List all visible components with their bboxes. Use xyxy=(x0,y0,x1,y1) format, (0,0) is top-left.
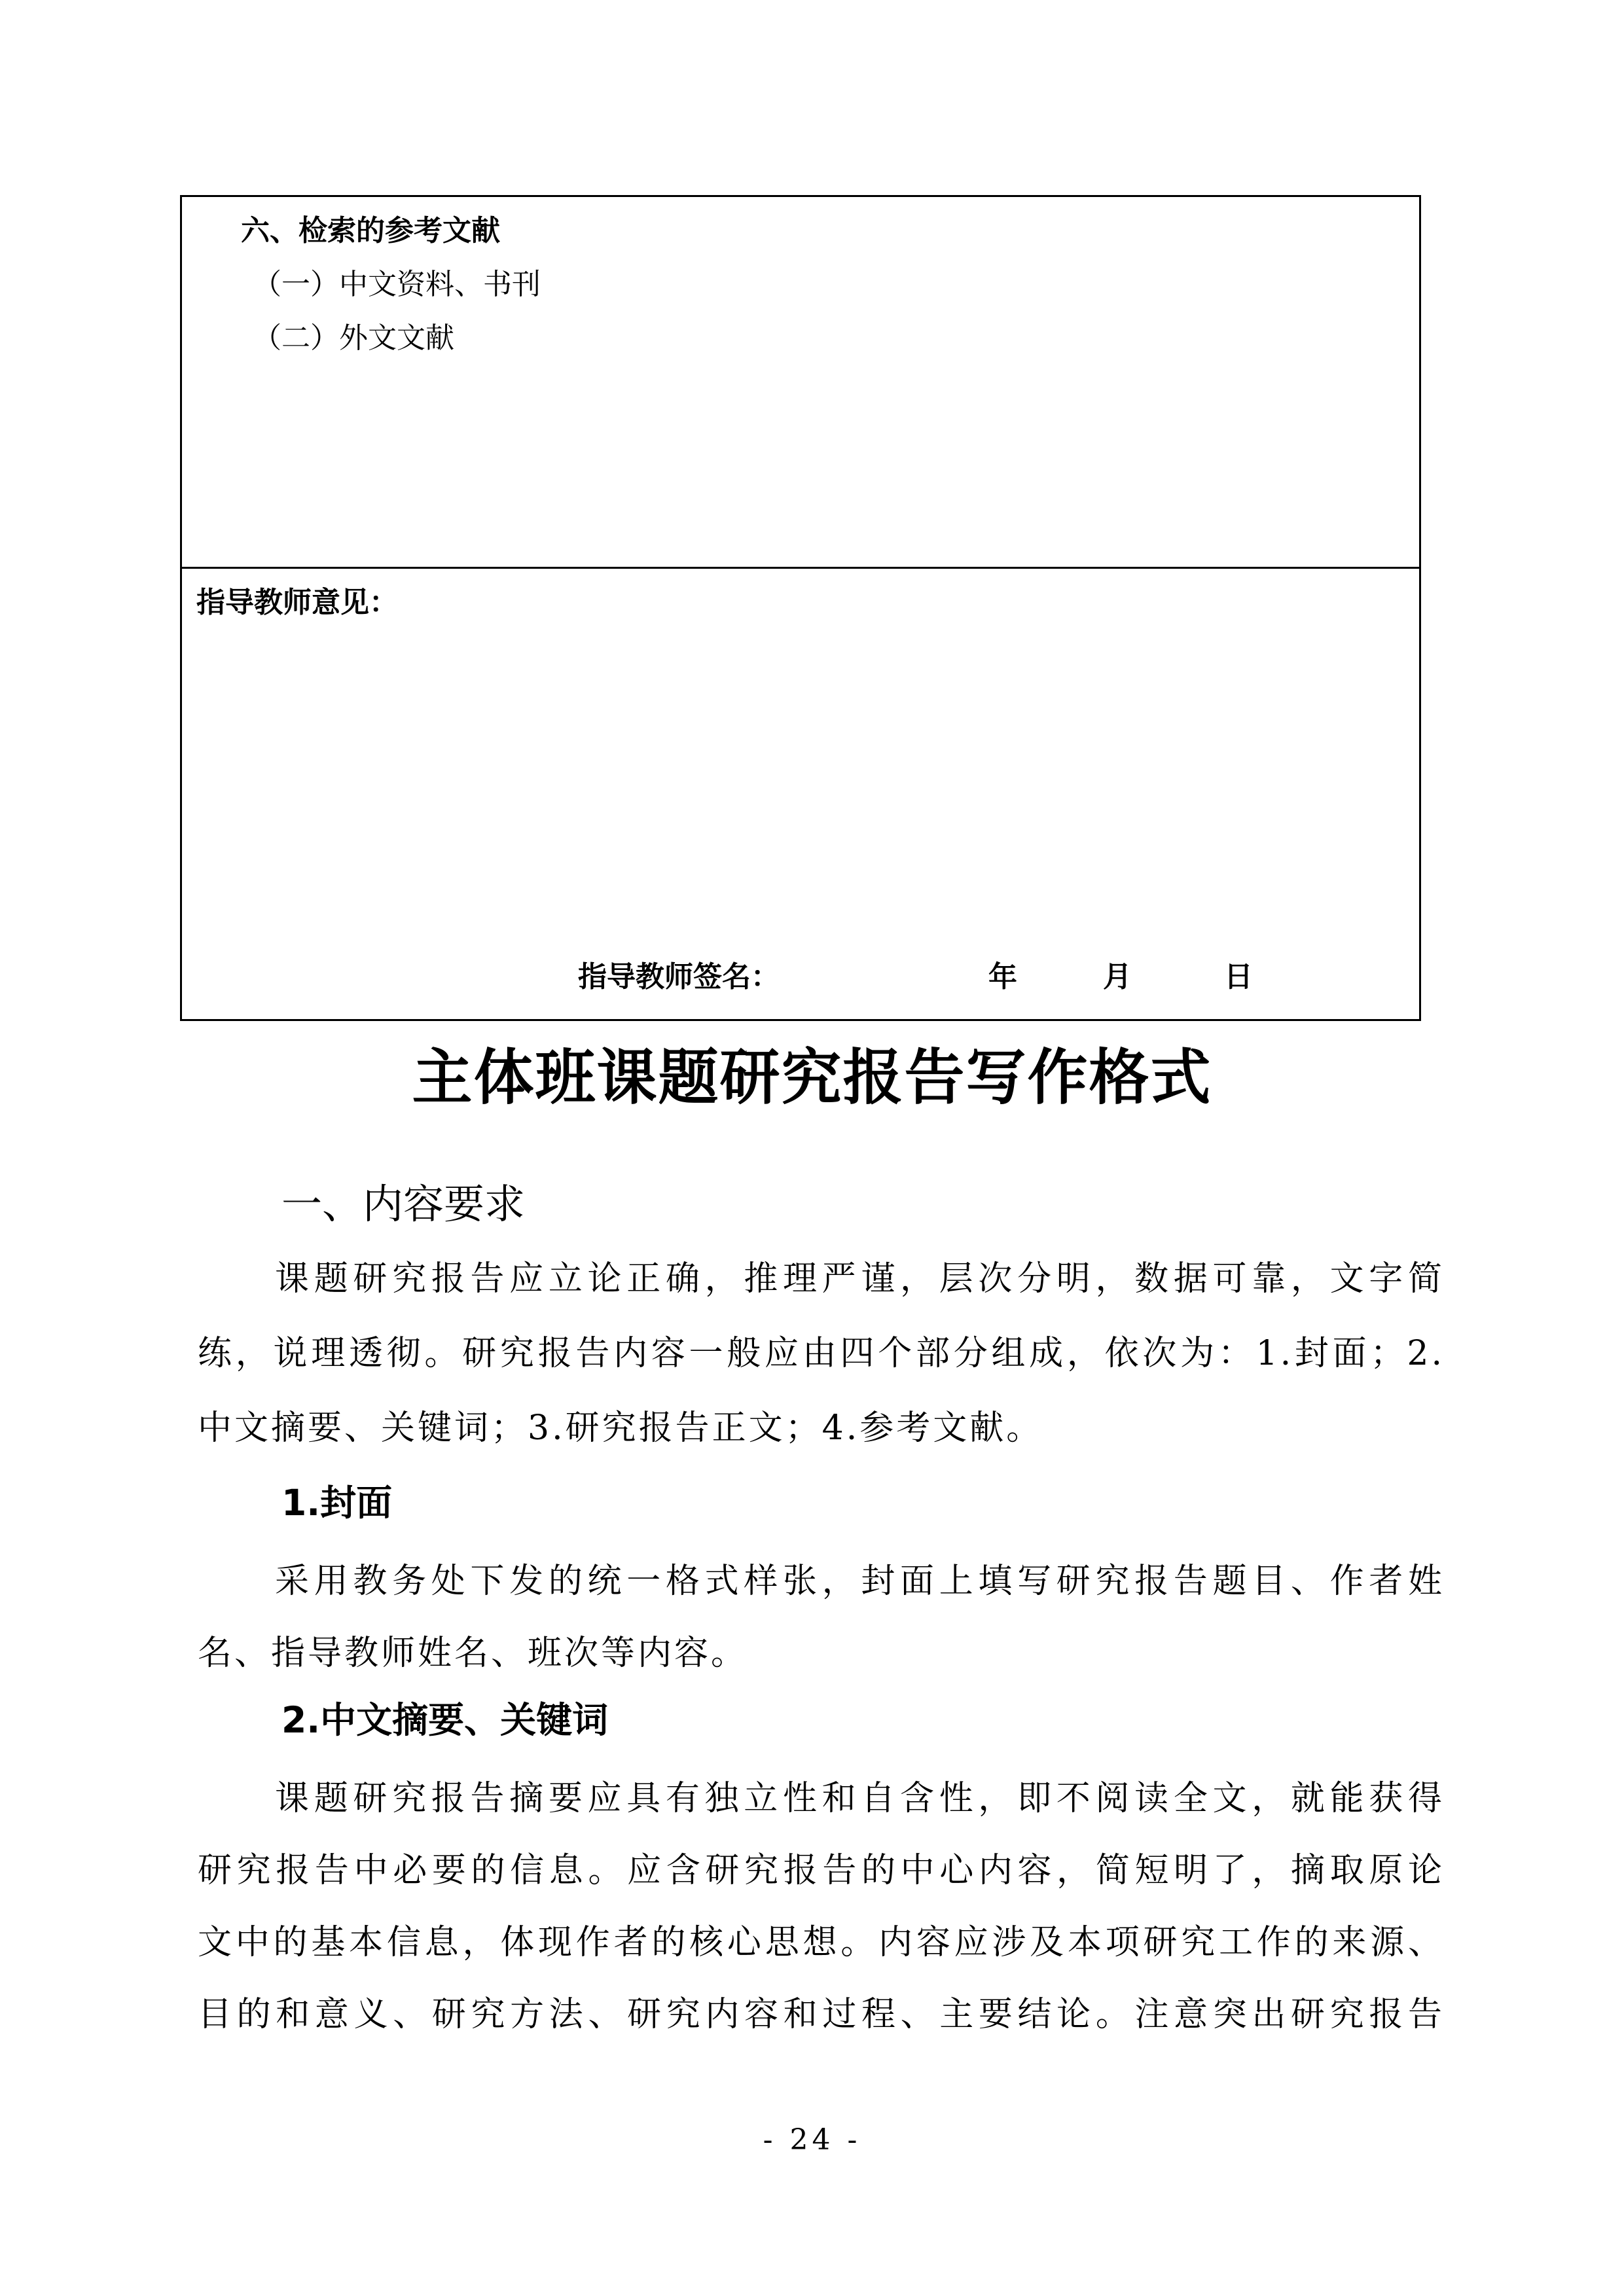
advisor-opinion-label: 指导教师意见： xyxy=(196,586,398,619)
references-section xyxy=(182,197,1419,569)
references-heading: 六、检索的参考文献 xyxy=(241,214,500,247)
paragraph-line: 研究报告中必要的信息。应含研究报告的中心内容，简短明了，摘取原论 xyxy=(198,1851,1445,1890)
form-table xyxy=(180,195,1421,1021)
references-item-chinese: （一）中文资料、书刊 xyxy=(253,268,541,301)
paragraph-line: 课题研究报告摘要应具有独立性和自含性，即不阅读全文，就能获得 xyxy=(275,1779,1445,1818)
advisor-signature-label: 指导教师签名： xyxy=(578,960,780,994)
paragraph-line: 中文摘要、关键词；3.研究报告正文；4.参考文献。 xyxy=(198,1408,1043,1448)
document-title: 主体班课题研究报告写作格式 xyxy=(412,1043,1212,1113)
paragraph-line: 目的和意义、研究方法、研究内容和过程、主要结论。注意突出研究报告 xyxy=(198,1995,1445,2034)
section-heading-content-requirements: 一、内容要求 xyxy=(281,1180,526,1228)
signature-row xyxy=(182,956,1419,998)
subsection-heading-abstract: 2.中文摘要、关键词 xyxy=(281,1699,609,1741)
paragraph-line: 课题研究报告应立论正确，推理严谨，层次分明，数据可靠，文字简 xyxy=(275,1259,1445,1299)
subsection-heading-cover: 1.封面 xyxy=(281,1482,393,1524)
date-year-label: 年 xyxy=(988,960,1017,994)
paragraph-line: 采用教务处下发的统一格式样张，封面上填写研究报告题目、作者姓 xyxy=(275,1562,1445,1601)
advisor-opinion-section xyxy=(182,569,1419,1023)
date-day-label: 日 xyxy=(1224,960,1253,994)
date-month-label: 月 xyxy=(1103,960,1132,994)
paragraph-line: 文中的基本信息，体现作者的核心思想。内容应涉及本项研究工作的来源、 xyxy=(198,1923,1445,1962)
page-number: - 24 - xyxy=(763,2123,861,2157)
paragraph-line: 名、指导教师姓名、班次等内容。 xyxy=(198,1634,748,1673)
paragraph-line: 练，说理透彻。研究报告内容一般应由四个部分组成，依次为：1.封面；2. xyxy=(198,1334,1445,1373)
references-item-foreign: （二）外文文献 xyxy=(253,321,454,355)
